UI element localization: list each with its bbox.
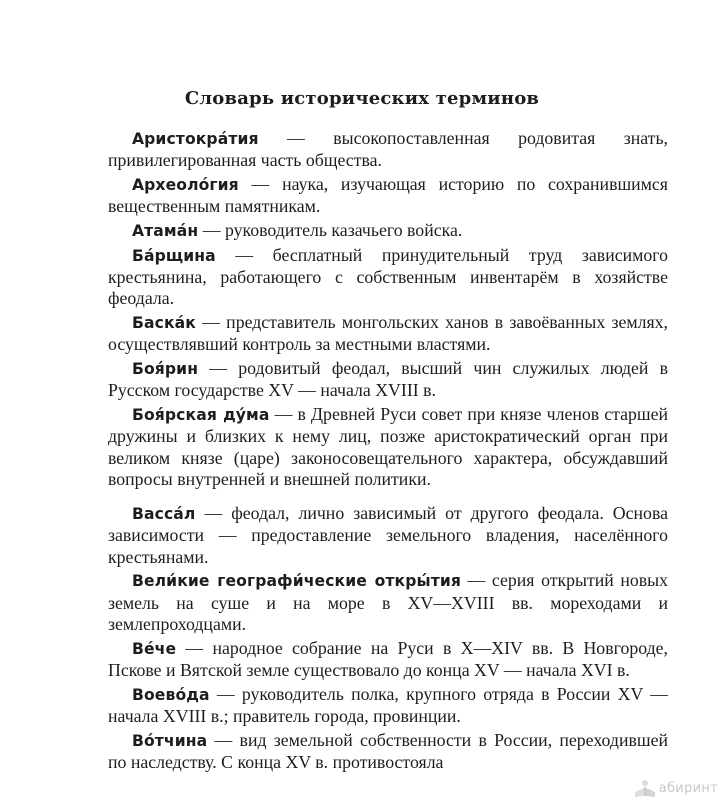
glossary-term: Баскáк [132, 313, 196, 332]
glossary-entry [108, 174, 668, 218]
watermark-text: абиринт [658, 780, 718, 796]
watermark [633, 778, 718, 798]
glossary-entry [108, 404, 668, 490]
glossary-entry [108, 570, 668, 635]
glossary-definition: — руководитель полка, крупного отряда в России XV — начала XVIII в.; правитель города, провинции. [108, 683, 668, 726]
glossary-term: Бáрщина [132, 246, 216, 265]
glossary-definition: — вид земельной собственности в России, переходившей по наследству. С конца XV в. противостояла [108, 729, 668, 772]
page-title: Словарь исторических терминов [184, 88, 540, 109]
glossary-list [108, 128, 668, 776]
glossary-term: Атамáн [132, 221, 199, 240]
glossary-entry [108, 684, 668, 728]
glossary-term: Вассáл [132, 505, 196, 524]
glossary-term: Воевóда [132, 685, 210, 704]
glossary-entry [108, 245, 668, 310]
glossary-definition: — феодал, лично зависимый от другого феодала. Основа зависимости — предоставление земельного владения, населённого крестьянами. [108, 503, 668, 567]
glossary-definition: — родовитый феодал, высший чин служилых людей в Русском государстве XV — начала XVIII в. [108, 357, 668, 401]
glossary-entry [108, 638, 668, 682]
glossary-entry [108, 730, 668, 774]
glossary-term: Боя́рская дýма [132, 405, 270, 424]
glossary-definition: — серия открытий новых земель на суше и на море в XV—XVIII вв. мореходами и землепроходцами. [108, 570, 668, 634]
glossary-entry [108, 128, 668, 172]
glossary-definition: — представитель монгольских ханов в завоёванных землях, осуществлявший контроль за местными властями. [108, 311, 668, 355]
glossary-definition: — высокопоставленная родовитая знать, привилегированная часть общества. [108, 128, 668, 171]
glossary-term: Боя́рин [132, 359, 199, 378]
book-logo-icon [633, 778, 657, 798]
glossary-term: Вóтчина [132, 731, 208, 750]
glossary-entry [108, 220, 668, 242]
glossary-term: Вели́кие географи́ческие откры́тия [132, 572, 461, 591]
glossary-entry [108, 358, 668, 402]
glossary-entry [108, 503, 668, 568]
glossary-term: Вéче [132, 639, 177, 658]
glossary-definition: — руководитель казачьего войска. [198, 219, 463, 240]
glossary-definition: — наука, изучающая историю по сохранившимся вещественным памятникам. [108, 173, 668, 217]
glossary-definition: — в Древней Руси совет при князе членов старшей дружины и близких к нему лиц, позже аристократический орган при великом князе (царе) законосовещательного характера, обсуждавший вопросы внутренней и внешней политики. [108, 403, 668, 489]
glossary-term: Археолóгия [132, 175, 239, 194]
glossary-definition: — бесплатный принудительный труд зависимого крестьянина, работающего с собственным инвентарём в хозяйстве феодала. [108, 244, 668, 309]
glossary-term: Аристокрáтия [132, 130, 259, 148]
glossary-entry [108, 312, 668, 356]
glossary-definition: — народное собрание на Руси в X—XIV вв. В Новгороде, Пскове и Вятской земле существовало до конца XV — начала XVI в. [108, 637, 668, 680]
